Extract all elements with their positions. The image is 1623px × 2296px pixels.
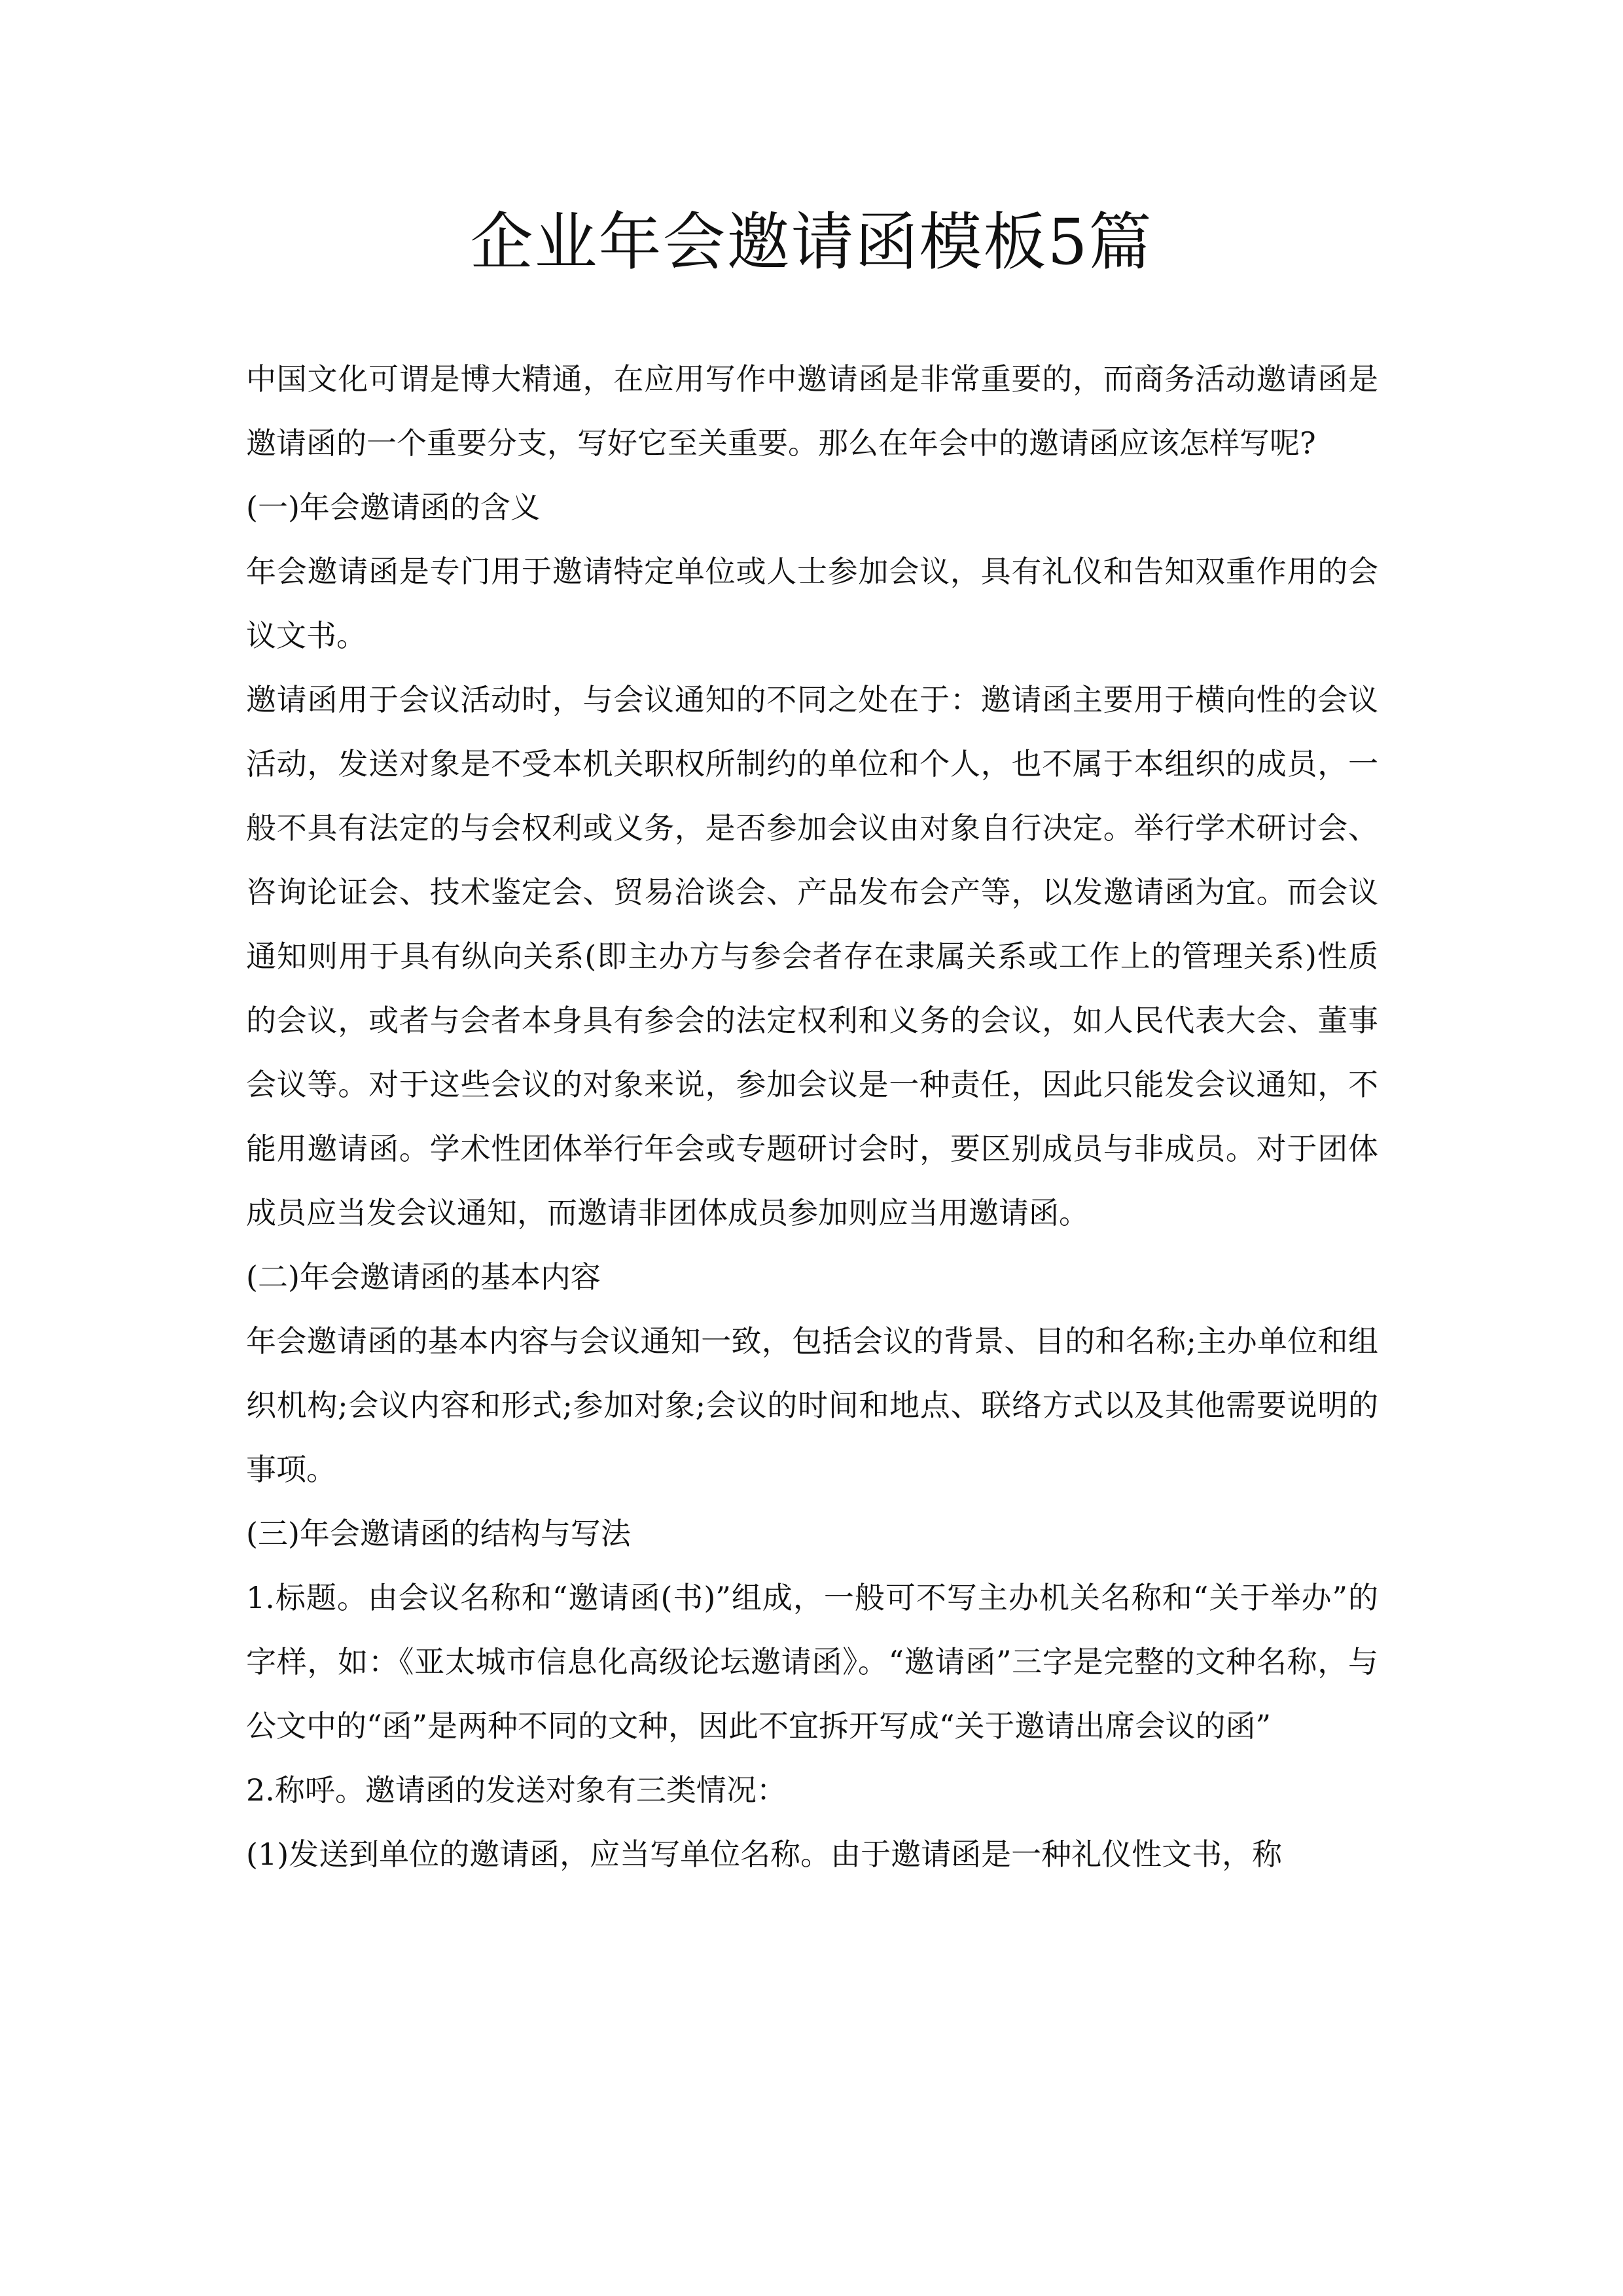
section-heading-2: (二)年会邀请函的基本内容	[246, 1259, 601, 1295]
section-heading-3: (三)年会邀请函的结构与写法	[246, 1516, 631, 1551]
paragraph-title-rule: 1.标题。由会议名称和“邀请函(书)”组成，一般可不写主办机关名称和“关于举办”的字样，如：《亚太城市信息化高级论坛邀请函》。“邀请函”三字是完整的文种名称，与公文中的“函”是两种不同的文种，因此不宜拆开写成“关于邀请出席会议的函”	[246, 1580, 1378, 1744]
paragraph-basic-content: 年会邀请函的基本内容与会议通知一致，包括会议的背景、目的和名称;主办单位和组织机构;会议内容和形式;参加对象;会议的时间和地点、联络方式以及其他需要说明的事项。	[246, 1323, 1378, 1487]
section-heading-1: (一)年会邀请函的含义	[246, 490, 541, 525]
paragraph-comparison: 邀请函用于会议活动时，与会议通知的不同之处在于：邀请函主要用于横向性的会议活动，发送对象是不受本机关职权所制约的单位和个人，也不属于本组织的成员，一般不具有法定的与会权利或义务，是否参加会议由对象自行决定。举行学术研讨会、咨询论证会、技术鉴定会、贸易洽谈会、产品发布会产等，以发邀请函为宜。而会议通知则用于具有纵向关系(即主办方与参会者存在隶属关系或工作上的管理关系)性质的会议，或者与会者本身具有参会的法定权利和义务的会议，如人民代表大会、董事会议等。对于这些会议的对象来说，参加会议是一种责任，因此只能发会议通知，不能用邀请函。学术性团体举行年会或专题研讨会时，要区别成员与非成员。对于团体成员应当发会议通知，而邀请非团体成员参加则应当用邀请函。	[246, 682, 1378, 1230]
paragraph-salutation-case-1: (1)发送到单位的邀请函，应当写单位名称。由于邀请函是一种礼仪性文书，称	[246, 1837, 1283, 1872]
document-body	[246, 347, 1378, 1886]
document-title: 企业年会邀请函模板5篇	[470, 206, 1153, 279]
paragraph-salutation: 2.称呼。邀请函的发送对象有三类情况：	[246, 1772, 787, 1808]
paragraph-definition: 年会邀请函是专门用于邀请特定单位或人士参加会议，具有礼仪和告知双重作用的会议文书。	[246, 554, 1378, 653]
paragraph-intro: 中国文化可谓是博大精通，在应用写作中邀请函是非常重要的，而商务活动邀请函是邀请函的一个重要分支，写好它至关重要。那么在年会中的邀请函应该怎样写呢?	[246, 361, 1378, 461]
